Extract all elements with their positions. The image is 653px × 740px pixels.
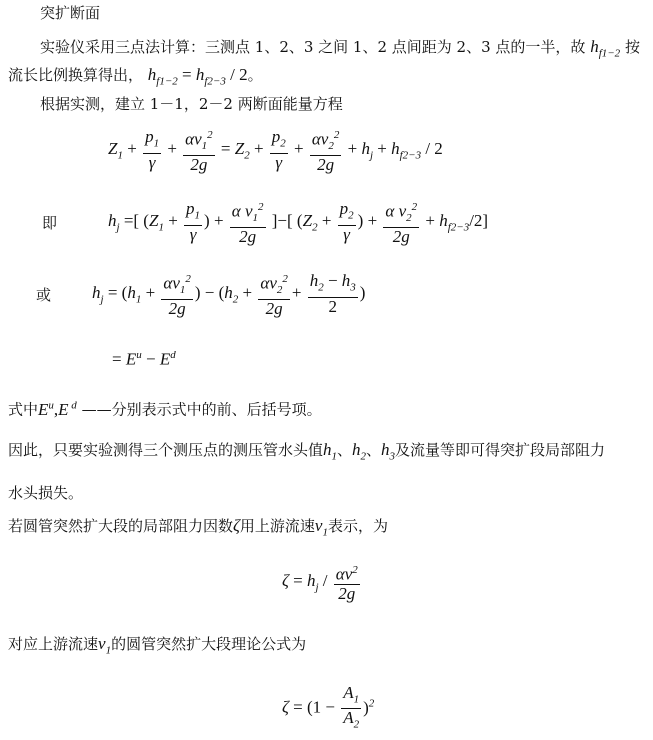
- inline-formula-heads: $h_1$: [323, 440, 338, 463]
- inline-formula-zeta: ζ: [233, 516, 240, 535]
- paragraph-proportion: 流长比例换算得出， $h_{f1-2} = h_{f2-3} / 2$。: [8, 65, 263, 88]
- paragraph-three-point-method: [40, 36, 640, 64]
- paragraph-text: 因此，只要实验测得三个测压点的测压管水头值: [8, 441, 324, 459]
- label-huo: 或: [36, 286, 52, 304]
- inline-formula-hf12: $h_{f1-2}$: [590, 37, 621, 60]
- equation-energy-balance: $Z_1$ + $\frac{p_1}{\gamma}$ + $\frac{\alpha v_1^2}{2g}$ = $Z_2$ + $\frac{p_2}{\gamma}$ + $\frac{\alpha v_2^2}{2g}$ + $h_j + h_{f2-3} / 2$: [108, 127, 443, 175]
- paragraph-text: 用上游流速: [239, 517, 315, 535]
- equation-zeta-definition: $\zeta = h_j$ / $\frac{\alpha v^2}{2g}$: [282, 556, 362, 612]
- paragraph-text: 的圆管突然扩大段理论公式为: [111, 635, 307, 653]
- paragraph-text: 式中: [8, 400, 39, 419]
- paragraph-measurement: 因此，只要实验测得三个测压点的测压管水头值$h_1$、$h_2$、$h_3$及流量等即可得突扩段局部阻力: [8, 440, 606, 463]
- paragraph-text: 对应上游流速: [8, 635, 99, 653]
- paragraph-theory: [8, 633, 306, 661]
- paragraph-text: 流长比例换算得出，: [8, 66, 144, 84]
- paragraph-measurement-cont: 水头损失。: [8, 484, 84, 502]
- paragraph-energy-equation: 根据实测，建立 1－1，2－2 两断面能量方程: [40, 95, 343, 113]
- section-title: 突扩断面: [40, 4, 101, 22]
- paragraph-text: 表示，为: [327, 517, 388, 535]
- inline-formula-hf-relation: $h_{f1-2} = h_{f2-3} / 2$: [147, 65, 248, 88]
- paragraph-resistance-factor: [8, 515, 388, 543]
- paragraph-text: 实验仪采用三点法计算：三测点 1、2、3 之间 1、2 点间距为 2、3 点的一半，故: [40, 38, 586, 56]
- paragraph-text: ——分别表示式中的前、后括号项。: [81, 400, 322, 419]
- equation-eu-ed: = $E^u - E^d$: [112, 349, 176, 369]
- equation-hj-bracket: $h_j$ =[ ($Z_1$ + $\frac{p_1}{\gamma}$ ) + $\frac{\alpha v_1^2}{2g}$ ]−[ ($Z_2$ + $\frac{p_2}{\gamma}$ ) + $\frac{\alpha v_2^2}{2g}$ + $h_{f2-3}/2$]: [108, 199, 489, 247]
- paragraph-text: 按: [624, 38, 640, 56]
- paragraph-text: 若圆管突然扩大段的局部阻力因数: [8, 517, 234, 535]
- paragraph-text: 及流量等即可得突扩段局部阻力: [395, 441, 606, 459]
- inline-formula-v1: $v_1$: [314, 516, 328, 539]
- paragraph-definition: [8, 394, 322, 421]
- inline-formula-eu-ed: $E^u,E$ $^d$: [38, 399, 77, 419]
- equation-hj-heads: $h_j = (h_1$ + $\frac{\alpha v_1^2}{2g}$ ) − ($h_2$ + $\frac{\alpha v_2^2}{2g}$ + $\frac{h_2 - h_3}{2}$ ): [92, 271, 366, 319]
- label-ji: 即: [42, 214, 58, 232]
- inline-formula-v1: $v_1$: [98, 634, 112, 657]
- equation-zeta-theory: ζ = (1 − $\frac{A_1}{A_2}$ )$^2$: [282, 682, 375, 731]
